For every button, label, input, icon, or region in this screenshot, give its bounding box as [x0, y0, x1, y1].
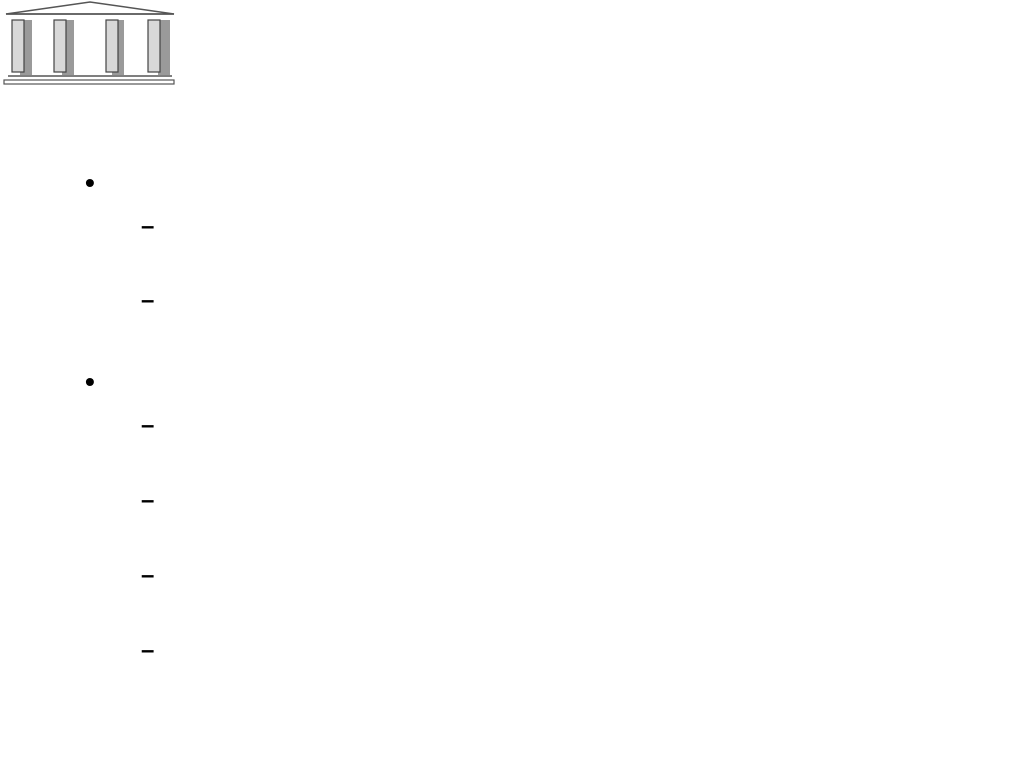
dash-icon: – [141, 213, 155, 240]
sub-bullet [141, 634, 951, 669]
sub-bullet [141, 484, 951, 519]
dash-icon: – [141, 287, 155, 314]
sub-bullet [141, 409, 951, 444]
sub-bullet [141, 559, 951, 594]
bullet-dot-icon: • [85, 366, 95, 397]
temple-logo-icon [0, 0, 180, 90]
dash-icon: – [141, 637, 155, 664]
sub-bullet [141, 284, 951, 319]
dash-icon: – [141, 412, 155, 439]
bullet-dot-icon: • [85, 167, 95, 198]
sub-bullet [141, 210, 951, 245]
dash-icon: – [141, 562, 155, 589]
dash-icon: – [141, 487, 155, 514]
usc-cse-logo [0, 0, 180, 90]
